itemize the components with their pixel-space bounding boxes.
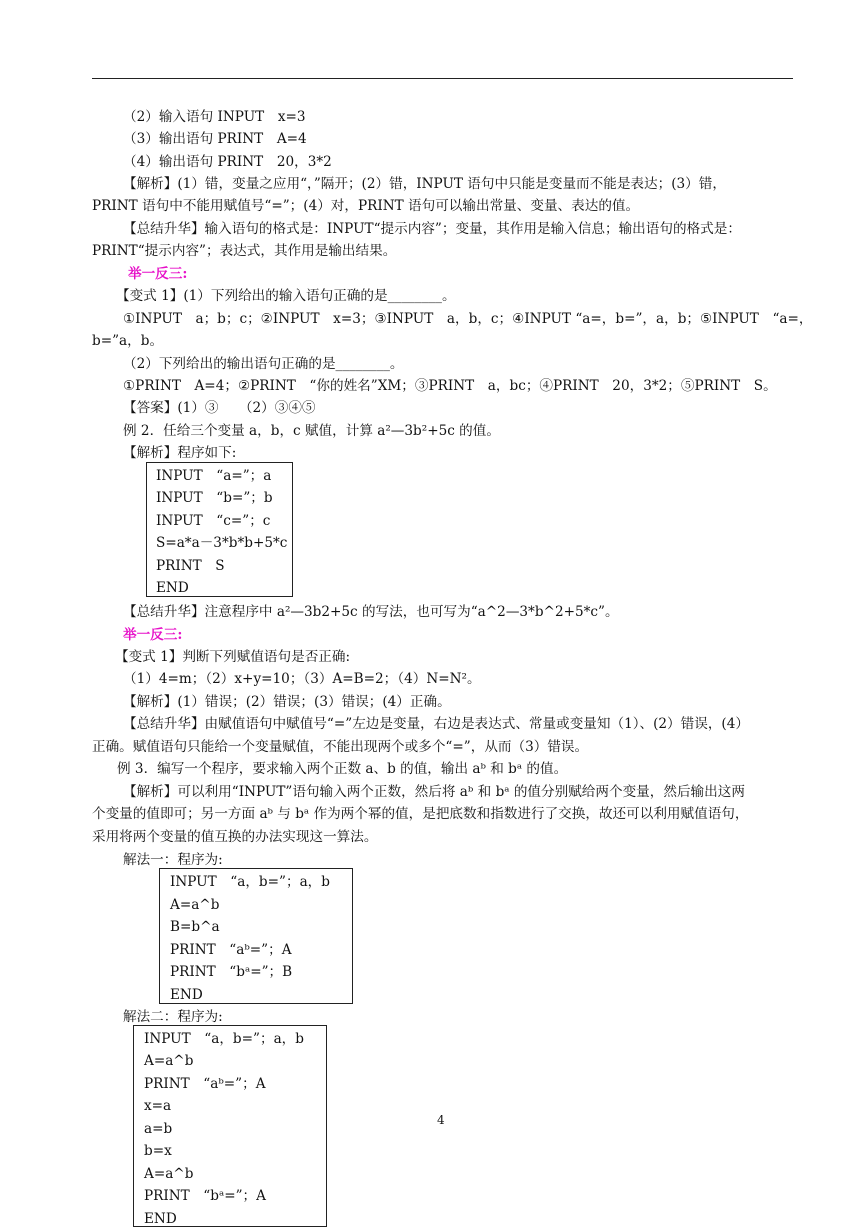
analysis-line: 采用将两个变量的值互换的办法实现这一算法。 — [92, 829, 378, 845]
summary-line: 【总结升华】输入语句的格式是：INPUT“提示内容”；变量，其作用是输入信息；输出语句的格式是： — [123, 221, 741, 237]
variant-line: ①INPUT a；b；c；②INPUT x=3；③INPUT a，b，c；④INPUT “a=，b=”，a，b；⑤INPUT “a=， — [123, 311, 813, 327]
code-line: INPUT “c=”；c — [156, 513, 271, 529]
analysis-line: PRINT 语句中不能用赋值号“=”；(4）对，PRINT 语句可以输出常量、变量、表达的值。 — [92, 198, 640, 214]
analysis-line: 个变量的值即可；另一方面 aᵇ 与 bᵃ 作为两个幂的值，是把底数和指数进行了交换，故还可以利用赋值语句， — [92, 806, 749, 822]
code-line: END — [170, 987, 203, 1003]
variant-line: 【变式 1】判断下列赋值语句是否正确: — [115, 649, 351, 665]
code-line: PRINT “bᵃ=”；B — [170, 964, 293, 980]
analysis-line: 【解析】(1）错误；(2）错误；(3）错误；(4）正确。 — [123, 694, 451, 710]
header-rule — [92, 78, 793, 79]
page-number: 4 — [437, 1113, 445, 1127]
method-label: 解法一：程序为: — [123, 852, 223, 868]
section-heading: 举一反三: — [128, 266, 188, 282]
method-label: 解法二：程序为: — [123, 1009, 223, 1025]
analysis-line: 【解析】程序如下: — [123, 445, 237, 461]
code-line: b=x — [144, 1143, 172, 1159]
intro-line: （2）输入语句 INPUT x=3 — [123, 109, 306, 125]
example-title: 例 3．编写一个程序，要求输入两个正数 a、b 的值，输出 aᵇ 和 bᵃ 的值。 — [117, 761, 568, 777]
code-line: INPUT “a，b=”；a，b — [144, 1031, 304, 1047]
code-line: PRINT “aᵇ=”；A — [144, 1076, 266, 1092]
section-heading: 举一反三: — [123, 627, 183, 643]
summary-line: 【总结升华】注意程序中 a²—3b2+5c 的写法，也可写为“a^2—3*b^2+5*c”。 — [123, 604, 619, 620]
variant-line: 【变式 1】(1）下列给出的输入语句正确的是________。 — [116, 288, 456, 304]
intro-line: （3）输出语句 PRINT A=4 — [123, 131, 307, 147]
example-title: 例 2．任给三个变量 a，b，c 赋值，计算 a²—3b²+5c 的值。 — [123, 423, 500, 439]
summary-line: 【总结升华】由赋值语句中赋值号“=”左边是变量，右边是表达式、常量或变量知（1）、(2）错误，(4） — [123, 716, 749, 732]
variant-line: ①PRINT A=4；②PRINT “你的姓名”XM；③PRINT a，bc；④PRINT 20，3*2；⑤PRINT S。 — [123, 378, 777, 394]
code-line: S=a*a－3*b*b+5*c — [156, 535, 288, 551]
code-line: B=b^a — [170, 919, 220, 935]
variant-line: b=”a，b。 — [92, 333, 164, 349]
code-line: PRINT “aᵇ=”；A — [170, 942, 292, 958]
variant-line: （1）4=m；（2）x+y=10；（3）A=B=2；（4）N=N²。 — [123, 671, 481, 687]
intro-line: （4）输出语句 PRINT 20，3*2 — [123, 154, 332, 170]
code-line: A=a^b — [170, 897, 220, 913]
analysis-line: 【解析】可以利用“INPUT”语句输入两个正数，然后将 aᵇ 和 bᵃ 的值分别赋给两个变量，然后输出这两 — [123, 784, 745, 800]
code-line: END — [144, 1211, 177, 1227]
code-line: END — [156, 580, 189, 596]
code-line: INPUT “b=”；b — [156, 490, 273, 506]
code-line: INPUT “a=”；a — [156, 468, 272, 484]
code-line: x=a — [144, 1098, 172, 1114]
summary-line: 正确。赋值语句只能给一个变量赋值，不能出现两个或多个“=”，从而（3）错误。 — [92, 739, 589, 755]
summary-line: PRINT“提示内容”；表达式，其作用是输出结果。 — [92, 243, 397, 259]
code-line: PRINT S — [156, 558, 225, 574]
variant-line: （2）下列给出的输出语句正确的是________。 — [123, 356, 404, 372]
answer-line: 【答案】(1）③ （2）③④⑤ — [123, 400, 316, 416]
code-line: A=a^b — [144, 1166, 194, 1182]
code-line: PRINT “bᵃ=”；A — [144, 1188, 266, 1204]
code-line: A=a^b — [144, 1053, 194, 1069]
code-line: INPUT “a，b=”；a，b — [170, 874, 330, 890]
code-line: a=b — [144, 1121, 173, 1137]
analysis-line: 【解析】(1）错，变量之应用“，”隔开；(2）错，INPUT 语句中只能是变量而不能是表达；(3）错， — [123, 176, 726, 192]
